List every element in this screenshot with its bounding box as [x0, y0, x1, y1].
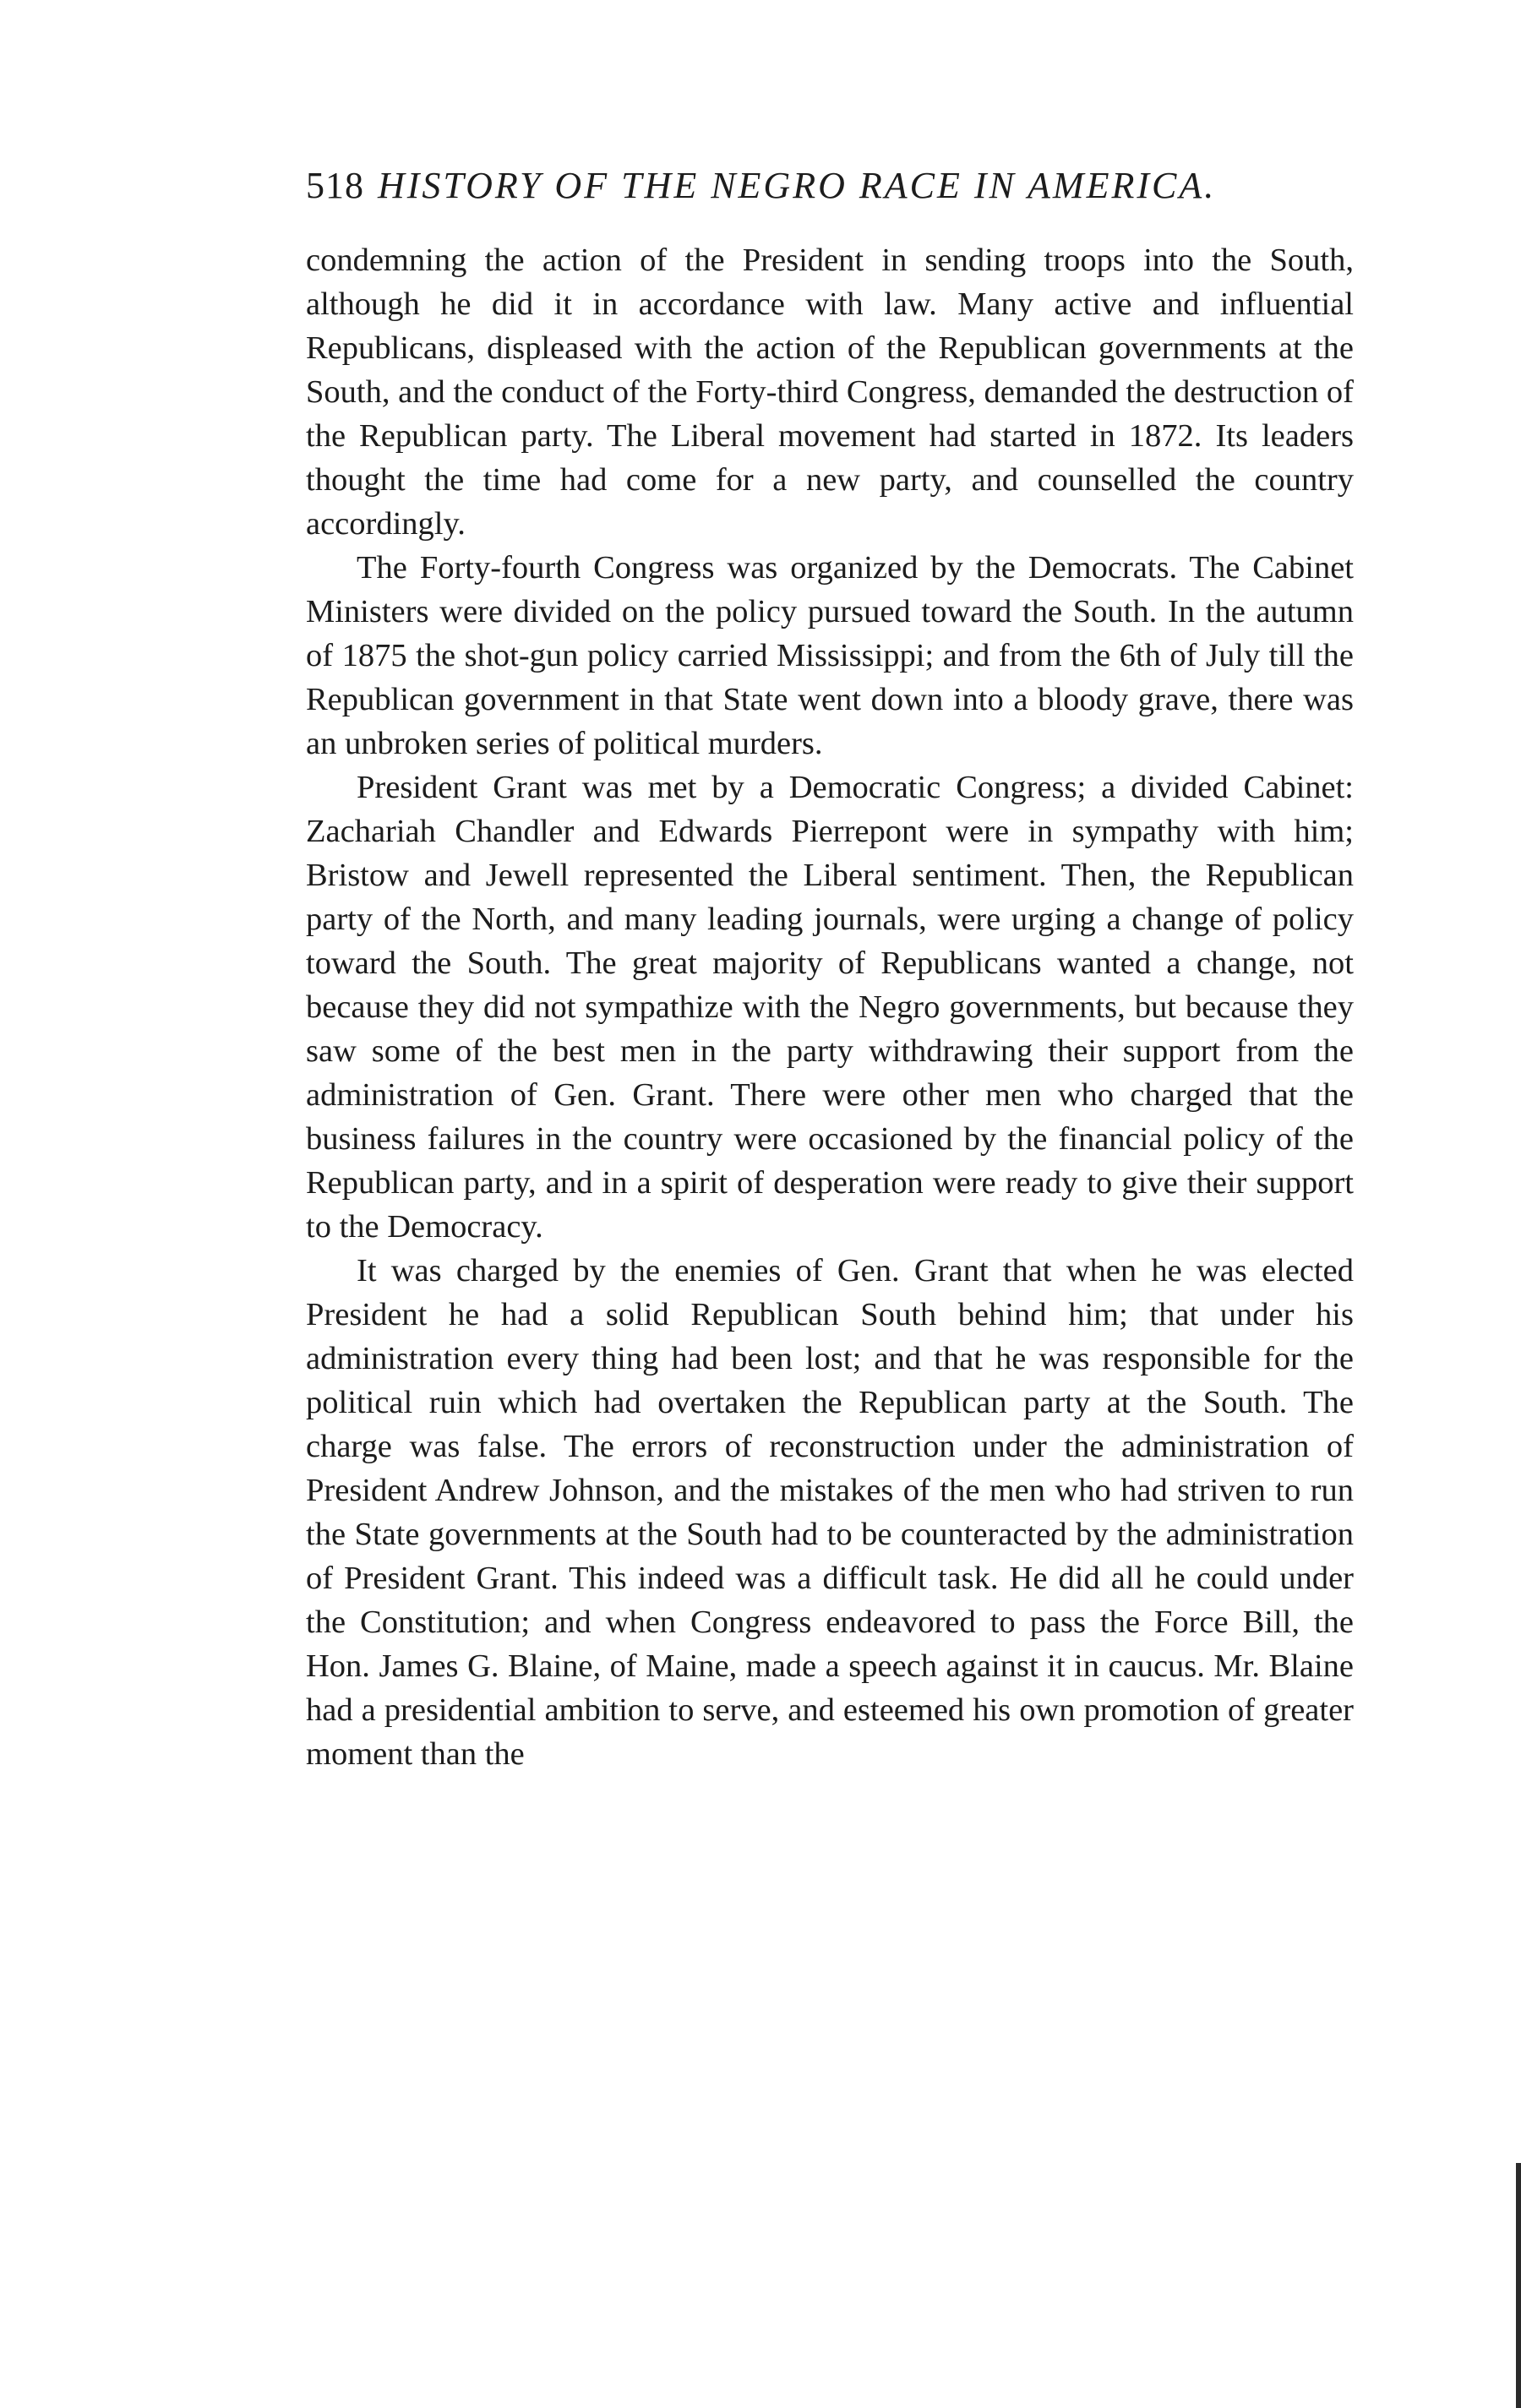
- paragraph-3: President Grant was met by a Democratic Congress; a divided Cabinet: Zachariah Chandler and Edwards Pierrepont were in sympathy with him; Bristow and Jewell represented the Liberal sentiment. Then, the Republican party of the North, and many leading journals, were urging a change of policy toward the South. The great majority of Republicans wanted a change, not because they did not sympathize with the Negro governments, but because they saw some of the best men in the party withdrawing their support from the administration of Gen. Grant. There were other men who charged that the business failures in the country were occasioned by the financial policy of the Republican party, and in a spirit of desperation were ready to give their support to the Democracy.: [306, 770, 1354, 1245]
- page-number: 518: [306, 165, 364, 206]
- running-title: HISTORY OF THE NEGRO RACE IN AMERICA.: [378, 165, 1217, 206]
- paragraph-4: It was charged by the enemies of Gen. Grant that when he was elected President he had a solid Republican South behind him; that under his administration every thing had been lost; and that he was responsible for the political ruin which had overtaken the Republican party at the South. The charge was false. The errors of reconstruction under the administration of President Andrew Johnson, and the mistakes of the men who had striven to run the State governments at the South had to be counteracted by the administration of President Grant. This indeed was a difficult task. He did all he could under the Constitution; and when Congress endeavored to pass the Force Bill, the Hon. James G. Blaine, of Maine, made a speech against it in caucus. Mr. Blaine had a presidential ambition to serve, and esteemed his own promotion of greater moment than the: [306, 1253, 1354, 1772]
- body-text: [306, 238, 1354, 1776]
- paragraph-2: The Forty-fourth Congress was organized by the Democrats. The Cabinet Ministers were divided on the policy pursued toward the South. In the autumn of 1875 the shot-gun policy carried Mississippi; and from the 6th of July till the Republican government in that State went down into a bloody grave, there was an unbroken series of political murders.: [306, 550, 1354, 761]
- paragraph-1: condemning the action of the President in sending troops into the South, although he did it in accordance with law. Many active and influential Republicans, displeased with the action of the Republican governments at the South, and the conduct of the Forty-third Congress, demanded the destruction of the Republican party. The Liberal movement had started in 1872. Its leaders thought the time had come for a new party, and counselled the country accordingly.: [306, 242, 1354, 542]
- running-head: [306, 162, 1354, 210]
- page-edge-shadow: [1516, 2163, 1521, 2408]
